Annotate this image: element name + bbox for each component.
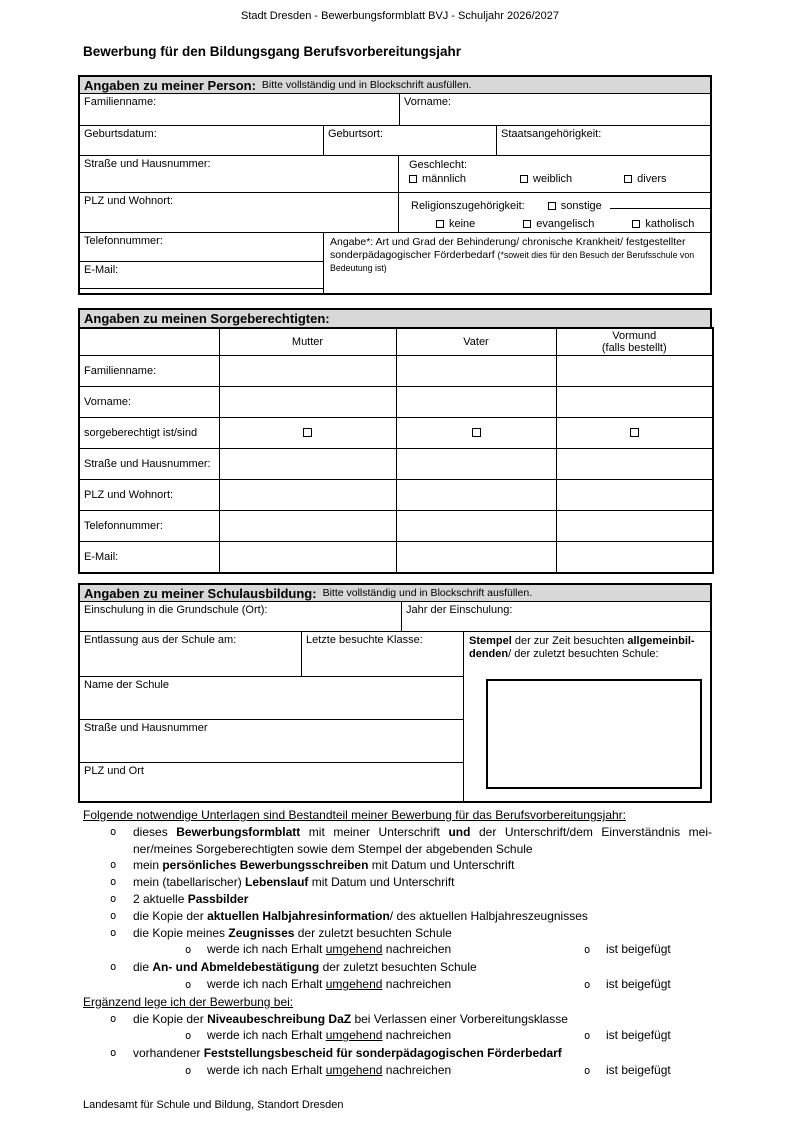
bullet-icon: o [110, 876, 117, 889]
section-sorgeberechtigte [78, 308, 712, 574]
option-label-divers: divers [637, 173, 667, 185]
checklist-item-text: mein persönliches Bewerbungsschreiben mit Datum und Unterschrift [133, 858, 515, 873]
checkbox-sorgeberechtigt-vater[interactable] [472, 428, 481, 437]
checklist-heading-1: Folgende notwendige Unterlagen sind Bestandteil meiner Bewerbung für das Berufsvorbereitungsjahr: [83, 808, 626, 822]
suboption-row-feststellungsbescheid [185, 1062, 712, 1080]
checklist-item-zeugnis [110, 925, 712, 942]
field-staatsangehoerigkeit-label: Staatsangehörigkeit: [501, 128, 602, 140]
bullet-icon: o [110, 892, 117, 905]
column-header-empty [79, 328, 219, 356]
checklist-item-passbilder [110, 891, 712, 908]
section-schulausbildung [78, 583, 712, 803]
bullet-icon: o [185, 944, 192, 957]
checklist-heading-2: Ergänzend lege ich der Bewerbung bei: [83, 994, 294, 1009]
section-person-header [78, 75, 712, 94]
checkbox-sonstige[interactable] [548, 202, 556, 210]
field-schule-plz-label: PLZ und Ort [84, 765, 144, 777]
checkbox-katholisch[interactable] [632, 220, 640, 228]
row-label: PLZ und Wohnort: [79, 480, 219, 511]
option-nachreichen-label: werde ich nach Erhalt umgehend nachreichen [207, 942, 452, 957]
bullet-icon: o [584, 978, 591, 991]
spacer-cell [80, 289, 324, 293]
checkbox-option-keine[interactable] [436, 218, 475, 230]
option-beigefuegt-label: ist beigefügt [606, 1062, 671, 1077]
checkbox-sorgeberechtigt-vormund[interactable] [630, 428, 639, 437]
stempel-box[interactable] [486, 679, 702, 789]
table-row-email [79, 542, 713, 573]
field-geburtsdatum[interactable] [80, 126, 324, 156]
option-label-evangelisch: evangelisch [536, 218, 595, 230]
doc-header: Stadt Dresden - Bewerbungsformblatt BVJ - Schuljahr 2026/2027 [241, 10, 559, 22]
checklist-item-text: die Kopie meines Zeugnisses der zuletzt besuchten Schule [133, 925, 452, 940]
cell-sorgeberechtigt-mutter [219, 418, 396, 449]
field-email-label: E-Mail: [84, 264, 119, 277]
bullet-icon: o [110, 909, 117, 922]
option-label-maennlich: männlich [422, 173, 467, 185]
behinderung-hinweis-text: Angabe*: Art und Grad der Behinderung/ chronische Krankheit/ festgestellter sonderpädagogischer Förderbedarf (*soweit dies für den Besuch der Berufsschule von Bedeutung ist) [330, 236, 695, 273]
checkbox-option-katholisch[interactable] [632, 218, 694, 230]
field-familienname-label: Familienname: [84, 96, 157, 108]
field-schule-strasse[interactable] [80, 720, 464, 763]
field-entlassung[interactable] [80, 632, 302, 677]
section-schulausbildung-heading: Angaben zu meiner Schulausbildung: [84, 585, 317, 601]
input-cell-vormund-email[interactable] [556, 542, 713, 573]
column-header-vormund-line1: Vormund [612, 330, 657, 342]
sorgeberechtigte-table [78, 327, 714, 574]
option-beigefuegt[interactable] [584, 976, 671, 994]
input-cell-vormund-vorname[interactable] [556, 387, 713, 418]
checkbox-divers[interactable] [624, 175, 632, 183]
checklist-item-niveaubeschreibung [110, 1011, 712, 1028]
row-label: E-Mail: [79, 542, 219, 573]
field-schulname-label: Name der Schule [84, 679, 169, 691]
checklist-item-lebenslauf [110, 874, 712, 891]
input-cell-vormund-strasse[interactable] [556, 449, 713, 480]
option-label-katholisch: katholisch [645, 218, 695, 230]
field-geschlecht [399, 156, 710, 193]
table-row-sorgeberechtigt [79, 418, 713, 449]
section-person-note: Bitte vollständig und in Blockschrift ausfüllen. [261, 79, 472, 91]
option-beigefuegt[interactable] [584, 941, 671, 959]
field-vorname-label: Vorname: [404, 96, 452, 108]
bullet-icon: o [110, 1012, 117, 1025]
bullet-icon: o [110, 825, 117, 838]
religion-label: Religionszugehörigkeit: [411, 200, 525, 212]
checklist-item-feststellungsbescheid [110, 1045, 712, 1062]
option-beigefuegt[interactable] [584, 1062, 671, 1080]
field-plz-wohnort[interactable] [80, 193, 399, 233]
input-cell-vater-vorname[interactable] [396, 387, 556, 418]
geschlecht-label: Geschlecht: [409, 159, 468, 171]
row-label: Straße und Hausnummer: [79, 449, 219, 480]
section-schulausbildung-note: Bitte vollständig und in Blockschrift ausfüllen. [322, 587, 533, 599]
table-row-plz [79, 480, 713, 511]
input-cell-vormund-familienname[interactable] [556, 356, 713, 387]
input-cell-vater-plz[interactable] [396, 480, 556, 511]
field-geburtsort-label: Geburtsort: [328, 128, 384, 140]
checklist-item-text: die Kopie der Niveaubeschreibung DaZ bei Verlassen einer Vorbereitungsklasse [133, 1011, 568, 1026]
bullet-icon: o [584, 1064, 591, 1077]
field-geburtsort[interactable] [324, 126, 497, 156]
suboption-row-niveaubeschreibung [185, 1027, 712, 1045]
checkbox-option-maennlich[interactable] [409, 173, 466, 185]
input-cell-vater-strasse[interactable] [396, 449, 556, 480]
checklist-item-bewerbungsformblatt [110, 824, 712, 858]
bullet-icon: o [110, 859, 117, 872]
section-sorgeberechtigte-heading: Angaben zu meinen Sorgeberechtigten: [84, 311, 330, 326]
field-einschulung-label: Einschulung in die Grundschule (Ort): [84, 604, 268, 616]
option-nachreichen-label: werde ich nach Erhalt umgehend nachreichen [207, 976, 452, 991]
checklist-item-text: dieses Bewerbungsformblatt mit meiner Unterschrift und der Unterschrift/dem Einverständnis meiner/meines Sorgeberechtigten sowie dem Stempel der abgebenden Schule [133, 824, 713, 856]
stempel-hinweis: Stempel der zur Zeit besuchten allgemeinbil- denden/ der zuletzt besuchten Schule: [469, 635, 695, 660]
row-label: Telefonnummer: [79, 511, 219, 542]
field-telefonnummer-label: Telefonnummer: [84, 235, 163, 247]
field-familienname[interactable] [80, 94, 400, 126]
checkbox-weiblich[interactable] [520, 175, 528, 183]
bullet-icon: o [110, 961, 117, 974]
field-jahr-einschulung[interactable] [402, 602, 710, 632]
input-cell-vater-familienname[interactable] [396, 356, 556, 387]
section-sorgeberechtigte-header [78, 308, 712, 327]
field-geburtsdatum-label: Geburtsdatum: [84, 128, 157, 140]
religion-sonstige-blank-line[interactable] [610, 198, 710, 209]
field-vorname[interactable] [400, 94, 710, 126]
table-row-telefon [79, 511, 713, 542]
row-label: Familienname: [79, 356, 219, 387]
suboption-row-abmeldebestaetigung [185, 976, 712, 994]
table-row-familienname [79, 356, 713, 387]
checkbox-option-weiblich[interactable] [520, 173, 572, 185]
checklist-item-text: die An- und Abmeldebestätigung der zuletzt besuchten Schule [133, 960, 477, 975]
checkbox-option-divers[interactable] [624, 173, 666, 185]
field-strasse[interactable] [80, 156, 399, 193]
bullet-icon: o [185, 978, 192, 991]
field-letzte-klasse[interactable] [302, 632, 464, 677]
option-label-weiblich: weiblich [533, 173, 573, 185]
table-row-vorname [79, 387, 713, 418]
unterlagen-checklist [78, 807, 712, 1080]
input-cell-mutter-email[interactable] [219, 542, 396, 573]
field-schule-strasse-label: Straße und Hausnummer [84, 722, 208, 734]
table-header-row [79, 328, 713, 356]
bullet-icon: o [110, 926, 117, 939]
checkbox-evangelisch[interactable] [523, 220, 531, 228]
checkbox-keine[interactable] [436, 220, 444, 228]
section-person [78, 75, 712, 295]
column-header-mutter: Mutter [219, 328, 396, 356]
bullet-icon: o [185, 1064, 192, 1077]
bullet-icon: o [110, 1047, 117, 1060]
bullet-icon: o [185, 1030, 192, 1043]
input-cell-vater-email[interactable] [396, 542, 556, 573]
field-religion [399, 193, 710, 233]
option-label-keine: keine [449, 218, 476, 230]
section-person-heading: Angaben zu meiner Person: [84, 77, 256, 93]
checklist-item-halbjahresinformation [110, 908, 712, 925]
section-schulausbildung-grid [78, 602, 712, 803]
field-schule-plz[interactable] [80, 763, 464, 801]
column-header-vormund-line2: (falls bestellt) [601, 342, 667, 354]
section-person-grid [78, 94, 712, 295]
table-row-strasse [79, 449, 713, 480]
input-cell-vormund-telefon[interactable] [556, 511, 713, 542]
checkbox-option-sonstige[interactable] [548, 200, 602, 212]
option-beigefuegt-label: ist beigefügt [606, 942, 671, 957]
option-nachreichen-label: werde ich nach Erhalt umgehend nachreichen [207, 1028, 452, 1043]
input-cell-mutter-plz[interactable] [219, 480, 396, 511]
behinderung-hinweis-cell [324, 233, 710, 293]
option-label-sonstige: sonstige [560, 200, 602, 212]
field-schulname[interactable] [80, 677, 464, 720]
checklist-item-text: mein (tabellarischer) Lebenslauf mit Datum und Unterschrift [133, 875, 455, 890]
field-email[interactable] [80, 262, 324, 289]
option-beigefuegt-label: ist beigefügt [606, 1028, 671, 1043]
checklist-item-text: vorhandener Feststellungsbescheid für sonderpädagogischen Förderbedarf [133, 1046, 562, 1061]
section-schulausbildung-header [78, 583, 712, 602]
input-cell-mutter-vorname[interactable] [219, 387, 396, 418]
field-entlassung-label: Entlassung aus der Schule am: [84, 634, 237, 646]
checkbox-option-evangelisch[interactable] [523, 218, 594, 230]
cell-sorgeberechtigt-vormund [556, 418, 713, 449]
cell-sorgeberechtigt-vater [396, 418, 556, 449]
column-header-vormund [556, 328, 713, 356]
input-cell-mutter-telefon[interactable] [219, 511, 396, 542]
bullet-icon: o [584, 944, 591, 957]
stempel-cell [464, 632, 710, 801]
input-cell-mutter-strasse[interactable] [219, 449, 396, 480]
checkbox-maennlich[interactable] [409, 175, 417, 183]
column-header-vater: Vater [396, 328, 556, 356]
checklist-item-text: 2 aktuelle Passbilder [133, 891, 249, 906]
field-einschulung[interactable] [80, 602, 402, 632]
input-cell-mutter-familienname[interactable] [219, 356, 396, 387]
field-letzte-klasse-label: Letzte besuchte Klasse: [306, 634, 423, 646]
row-label: sorgeberechtigt ist/sind [79, 418, 219, 449]
doc-footer: Landesamt für Schule und Bildung, Standort Dresden [83, 1099, 344, 1111]
option-nachreichen-label: werde ich nach Erhalt umgehend nachreichen [207, 1062, 452, 1077]
row-label: Vorname: [79, 387, 219, 418]
field-jahr-einschulung-label: Jahr der Einschulung: [406, 604, 513, 616]
field-plz-wohnort-label: PLZ und Wohnort: [84, 195, 174, 207]
suboption-row-zeugnis [185, 941, 712, 959]
option-beigefuegt[interactable] [584, 1027, 671, 1045]
field-strasse-label: Straße und Hausnummer: [84, 158, 211, 170]
option-beigefuegt-label: ist beigefügt [606, 976, 671, 991]
checklist-item-text: die Kopie der aktuellen Halbjahresinformation/ des aktuellen Halbjahreszeugnisses [133, 908, 588, 923]
bullet-icon: o [584, 1030, 591, 1043]
checklist-item-bewerbungsschreiben [110, 857, 712, 874]
field-staatsangehoerigkeit[interactable] [497, 126, 710, 156]
field-telefonnummer[interactable] [80, 233, 324, 262]
page-title: Bewerbung für den Bildungsgang Berufsvorbereitungsjahr [83, 44, 462, 59]
checkbox-sorgeberechtigt-mutter[interactable] [303, 428, 312, 437]
checklist-item-abmeldebestaetigung [110, 959, 712, 976]
input-cell-vormund-plz[interactable] [556, 480, 713, 511]
input-cell-vater-telefon[interactable] [396, 511, 556, 542]
